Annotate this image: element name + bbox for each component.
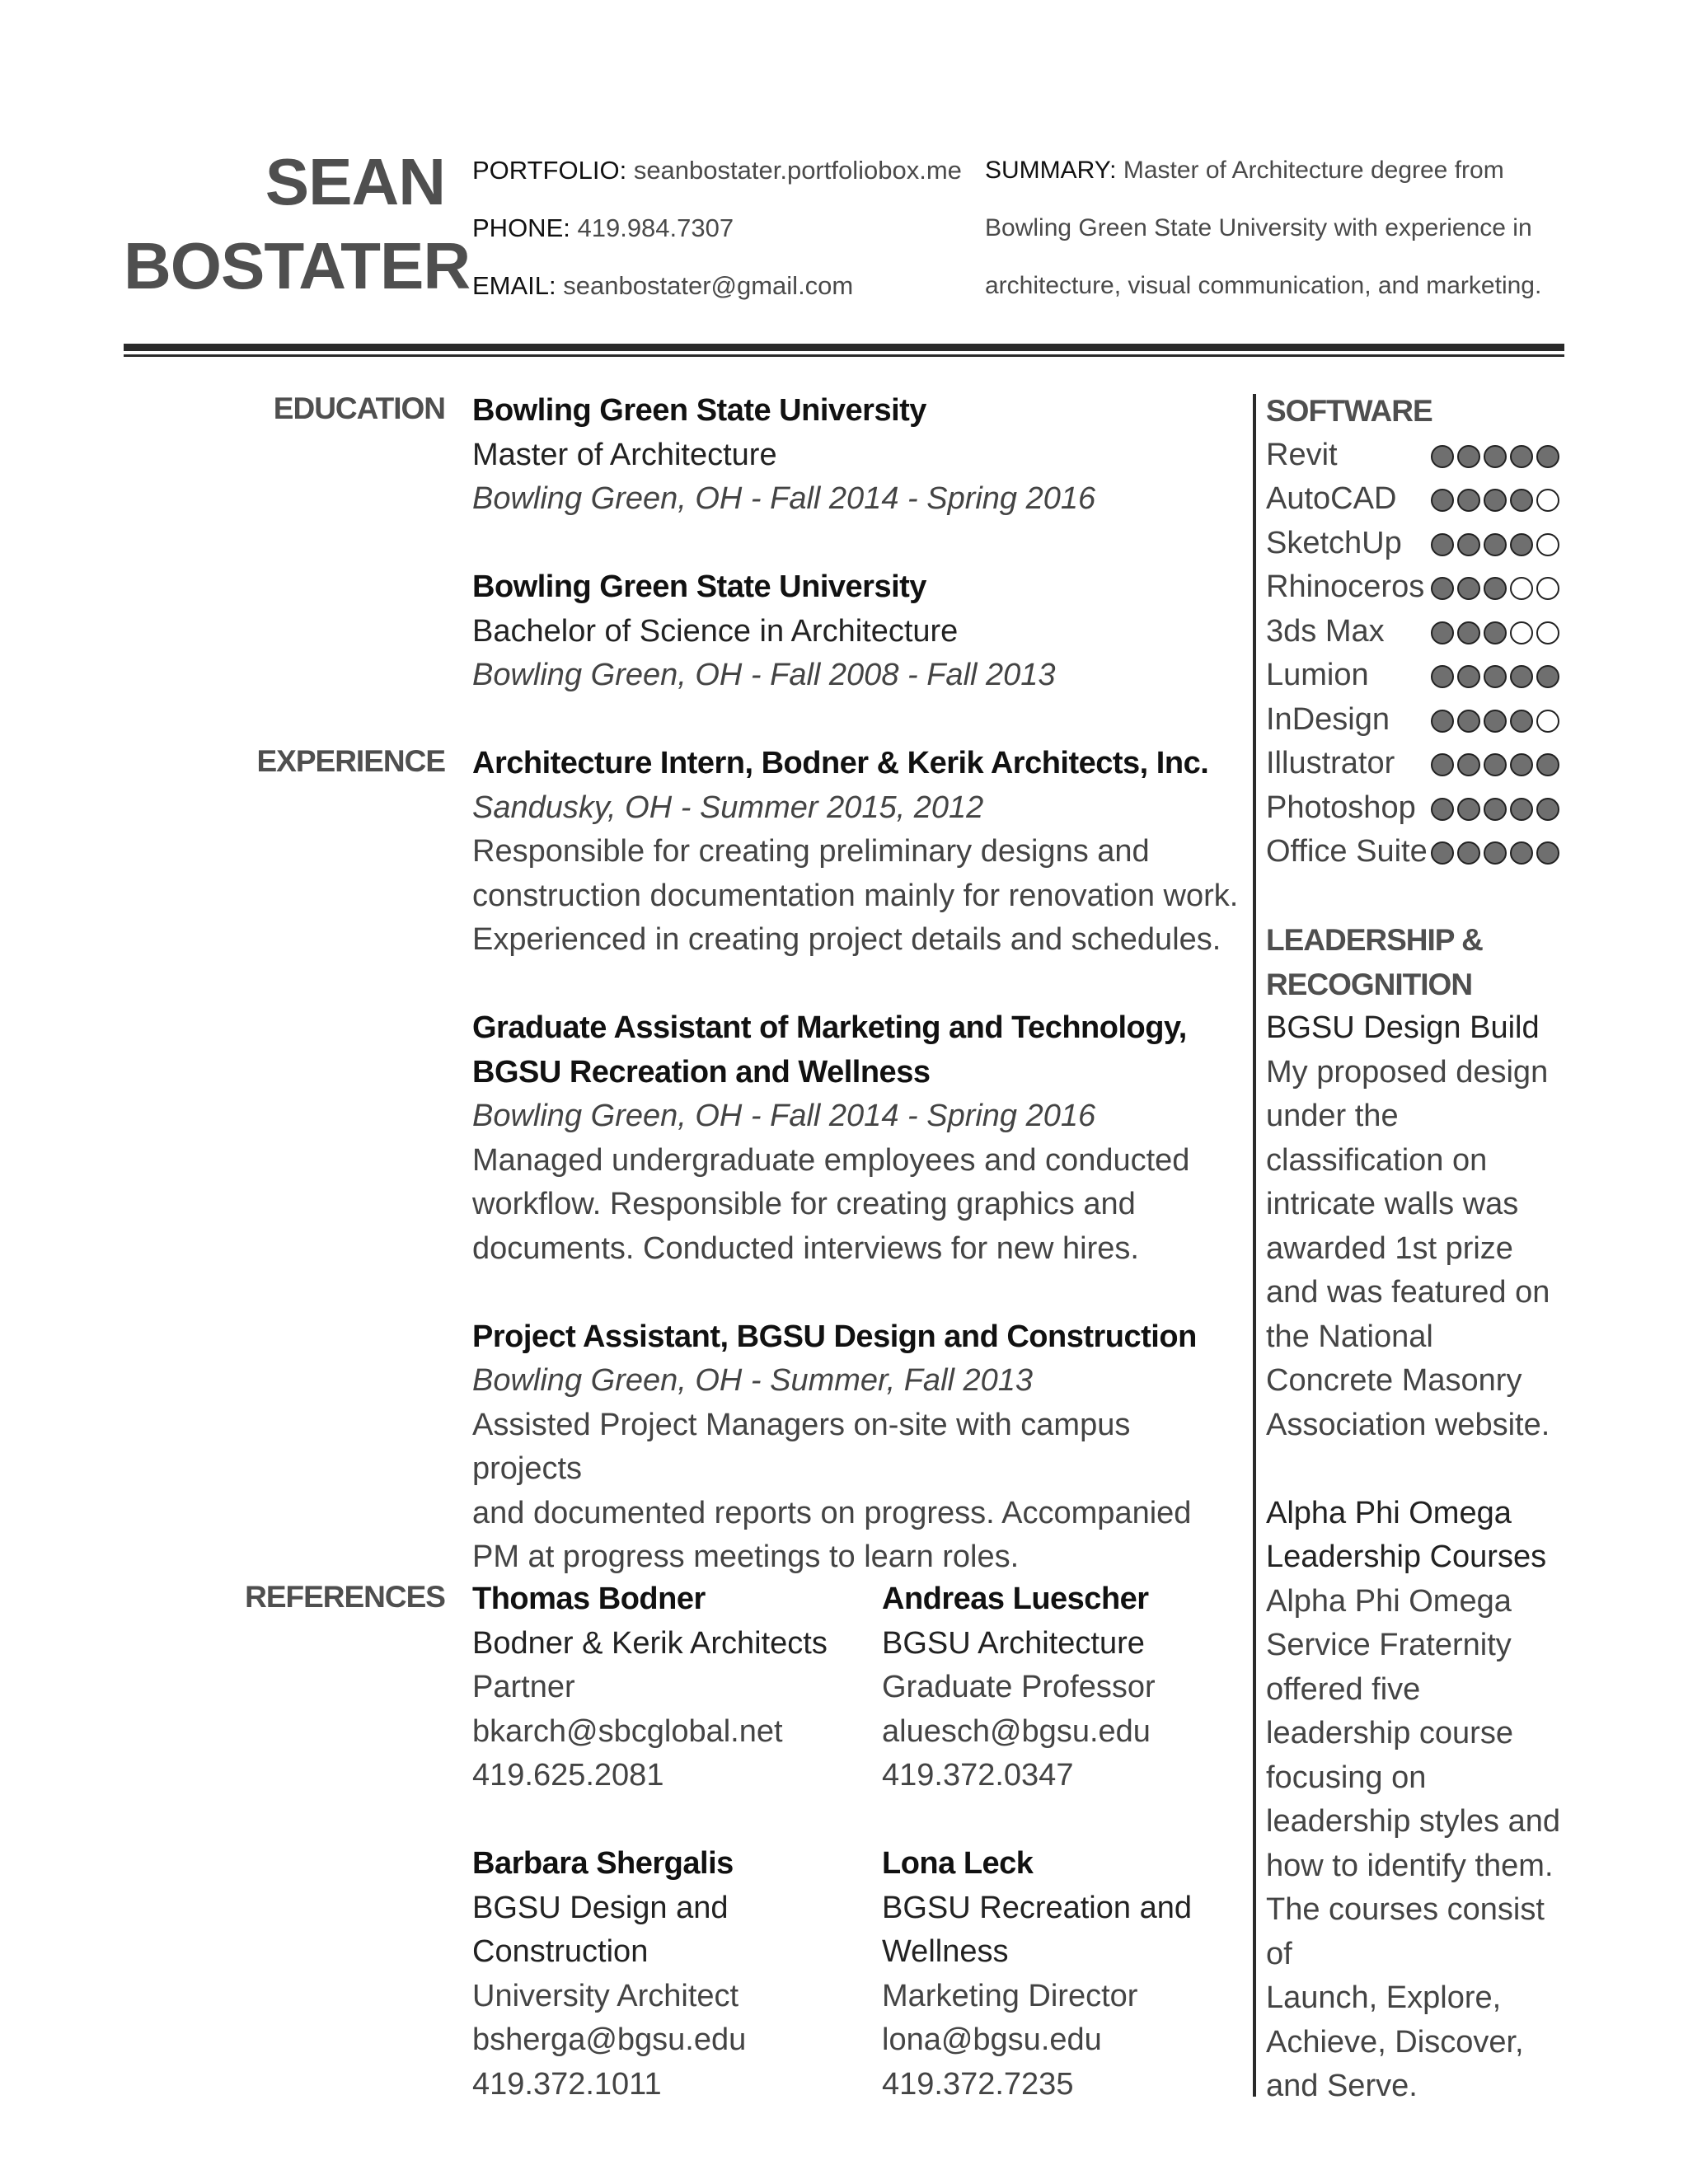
job-desc-line: documents. Conducted interviews for new hires. <box>472 1230 1139 1266</box>
reference-card <box>472 1842 884 2107</box>
rating-dot-filled <box>1431 665 1454 688</box>
rating-dot-filled <box>1431 621 1454 644</box>
skill-rating <box>1431 753 1563 778</box>
software-row <box>1266 654 1579 698</box>
reference-card <box>472 1577 884 1798</box>
reference-card <box>882 1577 1294 1798</box>
summary-line: Bowling Green State University with experience in <box>985 214 1532 241</box>
reference-org: BGSU Design and <box>472 1890 729 1925</box>
software-name: Illustrator <box>1266 746 1395 780</box>
reference-role: Partner <box>472 1670 575 1704</box>
job-meta: Bowling Green, OH - Summer, Fall 2013 <box>472 1363 1034 1398</box>
reference-phone: 419.372.0347 <box>882 1758 1074 1793</box>
rating-dot-empty <box>1536 577 1559 600</box>
rating-dot-filled <box>1457 445 1480 468</box>
rating-dot-filled <box>1457 665 1480 688</box>
rating-dot-filled <box>1484 798 1507 821</box>
rating-dot-filled <box>1510 665 1533 688</box>
rating-dot-filled <box>1457 710 1480 733</box>
rating-dot-filled <box>1457 841 1480 865</box>
job-meta: Sandusky, OH - Summer 2015, 2012 <box>472 790 984 825</box>
reference-org: BGSU Recreation and <box>882 1890 1192 1925</box>
rating-dot-filled <box>1484 753 1507 776</box>
software-row <box>1266 610 1579 654</box>
reference-name: Thomas Bodner <box>472 1582 706 1616</box>
reference-name: Andreas Luescher <box>882 1582 1149 1616</box>
reference-card <box>882 1842 1294 2107</box>
header-divider-thin <box>124 354 1564 357</box>
award-desc-line: The courses consist of <box>1266 1892 1545 1971</box>
job-title: BGSU Recreation and Wellness <box>472 1054 931 1090</box>
job-desc-line: and documented reports on progress. Accompanied <box>472 1495 1192 1530</box>
summary-block <box>985 142 1578 315</box>
award-desc-line: awarded 1st prize <box>1266 1230 1513 1266</box>
software-list <box>1266 434 1579 874</box>
job-title: Architecture Intern, Bodner & Kerik Architects, Inc. <box>472 746 1209 780</box>
skill-rating <box>1431 577 1563 602</box>
software-row <box>1266 830 1579 874</box>
job-desc-line: Responsible for creating preliminary designs and <box>472 834 1150 869</box>
rating-dot-filled <box>1457 798 1480 821</box>
skill-rating <box>1431 798 1563 823</box>
software-row <box>1266 477 1579 522</box>
rating-dot-filled <box>1431 841 1454 865</box>
award-desc-line: focusing on <box>1266 1760 1427 1795</box>
rating-dot-filled <box>1510 753 1533 776</box>
header-divider-thick <box>124 344 1564 351</box>
rating-dot-filled <box>1484 841 1507 865</box>
contact-block <box>472 142 975 315</box>
email-link[interactable]: seanbostater@gmail.com <box>563 271 854 300</box>
job-desc-line: Experienced in creating project details and schedules. <box>472 922 1221 957</box>
rating-dot-filled <box>1510 533 1533 556</box>
summary-line: architecture, visual communication, and marketing. <box>985 272 1542 299</box>
education-meta: Bowling Green, OH - Fall 2014 - Spring 2016 <box>472 481 1096 516</box>
rating-dot-filled <box>1484 621 1507 644</box>
summary-label: SUMMARY: <box>985 157 1117 184</box>
rating-dot-filled <box>1431 445 1454 468</box>
last-name: BOSTATER <box>124 229 471 302</box>
rating-dot-filled <box>1484 665 1507 688</box>
rating-dot-filled <box>1510 489 1533 512</box>
references-heading: REFERENCES <box>245 1580 445 1614</box>
software-row <box>1266 742 1579 786</box>
skill-rating <box>1431 533 1563 558</box>
job-desc-line: construction documentation mainly for renovation work. <box>472 878 1239 913</box>
job-title: Graduate Assistant of Marketing and Technology, <box>472 1010 1187 1045</box>
reference-role: Graduate Professor <box>882 1670 1156 1704</box>
software-name: InDesign <box>1266 701 1390 737</box>
rating-dot-filled <box>1536 841 1559 865</box>
award-title: Alpha Phi Omega <box>1266 1495 1512 1530</box>
job-desc-line: workflow. Responsible for creating graphics and <box>472 1187 1136 1221</box>
rating-dot-empty <box>1536 621 1559 644</box>
sidebar-column <box>1266 389 1579 2109</box>
rating-dot-filled <box>1510 710 1533 733</box>
reference-name: Lona Leck <box>882 1846 1034 1881</box>
reference-phone: 419.372.7235 <box>882 2066 1074 2102</box>
summary-text: Master of Architecture degree from <box>1123 157 1504 184</box>
job-desc-line: Assisted Project Managers on-site with campus projects <box>472 1407 1131 1486</box>
portfolio-link[interactable]: seanbostater.portfoliobox.me <box>633 156 962 185</box>
reference-email[interactable]: bsherga@bgsu.edu <box>472 2022 747 2057</box>
rating-dot-filled <box>1536 665 1559 688</box>
reference-org: BGSU Architecture <box>882 1625 1145 1661</box>
award-desc-line: and Serve. <box>1266 2069 1418 2103</box>
email-label: EMAIL: <box>472 271 556 300</box>
rating-dot-filled <box>1510 445 1533 468</box>
software-name: Office Suite <box>1266 834 1428 869</box>
first-name: SEAN <box>265 145 445 218</box>
rating-dot-empty <box>1536 710 1559 733</box>
rating-dot-filled <box>1431 798 1454 821</box>
job-desc-line: PM at progress meetings to learn roles. <box>472 1540 1020 1574</box>
education-meta: Bowling Green, OH - Fall 2008 - Fall 2013 <box>472 658 1056 692</box>
award-desc-line: Achieve, Discover, <box>1266 2024 1524 2060</box>
award-desc-line: Alpha Phi Omega <box>1266 1583 1512 1619</box>
skill-rating <box>1431 665 1563 690</box>
experience-list <box>472 742 1239 1580</box>
column-divider <box>1253 394 1256 2097</box>
software-name: SketchUp <box>1266 525 1402 560</box>
software-name: Revit <box>1266 437 1338 472</box>
award-desc-line: intricate walls was <box>1266 1187 1519 1221</box>
reference-role: Marketing Director <box>882 1978 1138 2013</box>
award-desc-line: offered five <box>1266 1671 1421 1707</box>
award-desc-line: classification on <box>1266 1142 1488 1178</box>
award-desc-line: Association website. <box>1266 1407 1550 1442</box>
award-desc-line: Concrete Masonry <box>1266 1363 1522 1398</box>
rating-dot-filled <box>1484 445 1507 468</box>
rating-dot-filled <box>1484 533 1507 556</box>
portfolio-row <box>472 142 975 199</box>
experience-heading: EXPERIENCE <box>256 744 445 778</box>
rating-dot-empty <box>1536 533 1559 556</box>
rating-dot-filled <box>1510 841 1533 865</box>
leadership-heading: LEADERSHIP & <box>1266 923 1483 957</box>
reference-org: Bodner & Kerik Architects <box>472 1625 828 1661</box>
software-row <box>1266 434 1579 478</box>
rating-dot-filled <box>1431 489 1454 512</box>
phone-value: 419.984.7307 <box>577 213 734 242</box>
skill-rating <box>1431 621 1563 646</box>
phone-row <box>472 199 975 257</box>
rating-dot-filled <box>1431 753 1454 776</box>
reference-email[interactable]: bkarch@sbcglobal.net <box>472 1713 783 1749</box>
reference-email[interactable]: aluesch@bgsu.edu <box>882 1713 1151 1749</box>
skill-rating <box>1431 489 1563 513</box>
award-title: Leadership Courses <box>1266 1540 1547 1574</box>
job-desc-line: Managed undergraduate employees and conducted <box>472 1142 1190 1178</box>
school-name: Bowling Green State University <box>472 569 926 604</box>
award-desc-line: leadership styles and <box>1266 1804 1560 1839</box>
software-name: 3ds Max <box>1266 613 1385 649</box>
software-name: Lumion <box>1266 658 1369 692</box>
rating-dot-filled <box>1457 621 1480 644</box>
software-name: Photoshop <box>1266 790 1416 825</box>
skill-rating <box>1431 445 1563 470</box>
rating-dot-filled <box>1457 753 1480 776</box>
rating-dot-filled <box>1457 533 1480 556</box>
leadership-heading: RECOGNITION <box>1266 967 1473 1001</box>
rating-dot-filled <box>1484 710 1507 733</box>
rating-dot-filled <box>1510 798 1533 821</box>
software-heading: SOFTWARE <box>1266 394 1432 428</box>
summary-line <box>985 142 1578 199</box>
rating-dot-empty <box>1510 577 1533 600</box>
reference-name: Barbara Shergalis <box>472 1846 734 1881</box>
rating-dot-empty <box>1510 621 1533 644</box>
degree: Master of Architecture <box>472 437 777 472</box>
education-list <box>472 389 1239 698</box>
reference-phone: 419.625.2081 <box>472 1758 664 1793</box>
job-title: Project Assistant, BGSU Design and Construction <box>472 1319 1197 1354</box>
degree: Bachelor of Science in Architecture <box>472 613 959 649</box>
rating-dot-filled <box>1536 798 1559 821</box>
reference-role: University Architect <box>472 1978 739 2013</box>
rating-dot-filled <box>1431 577 1454 600</box>
skill-rating <box>1431 841 1563 866</box>
reference-org: Wellness <box>882 1934 1009 1969</box>
rating-dot-filled <box>1484 577 1507 600</box>
rating-dot-empty <box>1536 489 1559 512</box>
reference-phone: 419.372.1011 <box>472 2066 662 2102</box>
award-desc-line: how to identify them. <box>1266 1848 1554 1883</box>
award-desc-line: My proposed design <box>1266 1054 1549 1090</box>
award-title: BGSU Design Build <box>1266 1010 1540 1045</box>
job-meta: Bowling Green, OH - Fall 2014 - Spring 2016 <box>472 1099 1096 1133</box>
candidate-name <box>124 140 471 308</box>
award-desc-line: under the <box>1266 1099 1399 1133</box>
skill-rating <box>1431 710 1563 734</box>
rating-dot-filled <box>1457 489 1480 512</box>
rating-dot-filled <box>1457 577 1480 600</box>
rating-dot-filled <box>1431 533 1454 556</box>
award-desc-line: and was featured on <box>1266 1275 1550 1310</box>
reference-email[interactable]: lona@bgsu.edu <box>882 2022 1102 2057</box>
award-desc-line: Service Fraternity <box>1266 1628 1512 1662</box>
email-row <box>472 257 975 315</box>
rating-dot-filled <box>1484 489 1507 512</box>
portfolio-label: PORTFOLIO: <box>472 156 627 185</box>
reference-org: Construction <box>472 1934 649 1969</box>
rating-dot-filled <box>1536 445 1559 468</box>
education-heading: EDUCATION <box>273 391 445 425</box>
phone-label: PHONE: <box>472 213 570 242</box>
award-desc-line: Launch, Explore, <box>1266 1980 1502 2015</box>
award-desc-line: the National <box>1266 1319 1433 1354</box>
rating-dot-filled <box>1431 710 1454 733</box>
software-row <box>1266 522 1579 566</box>
software-row <box>1266 786 1579 831</box>
software-row <box>1266 698 1579 743</box>
software-name: Rhinoceros <box>1266 569 1425 604</box>
software-name: AutoCAD <box>1266 481 1397 516</box>
award-desc-line: leadership course <box>1266 1716 1513 1750</box>
rating-dot-filled <box>1536 753 1559 776</box>
school-name: Bowling Green State University <box>472 393 926 428</box>
software-row <box>1266 565 1579 610</box>
